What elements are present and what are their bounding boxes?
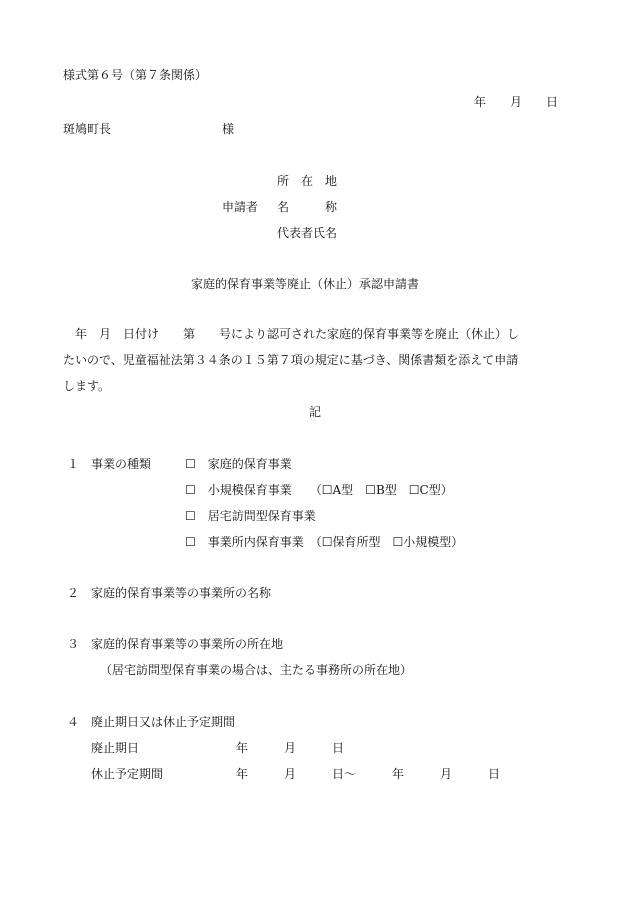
suspend-period-label: 休止予定期間 bbox=[91, 767, 164, 781]
ki-heading: 記 bbox=[309, 405, 322, 419]
section-1-label: 事業の種類 bbox=[91, 457, 152, 471]
applicant-role-label: 申請者 bbox=[222, 200, 259, 214]
representative-label: 代表者氏名 bbox=[277, 226, 338, 240]
section-4-label: 廃止期日又は休止予定期間 bbox=[91, 715, 236, 729]
document-title: 家庭的保育事業等廃止（休止）承認申請書 bbox=[191, 277, 420, 291]
date-line: 年 月 日 bbox=[474, 95, 559, 109]
body-line-1: 年 月 日付け 第 号により認可された家庭的保育事業等を廃止（休止）し bbox=[75, 327, 520, 341]
honorific: 様 bbox=[222, 122, 235, 136]
section-2-label: 家庭的保育事業等の事業所の名称 bbox=[91, 586, 272, 600]
body-line-3: します。 bbox=[63, 379, 111, 393]
abolish-date-label: 廃止期日 bbox=[91, 741, 140, 755]
business-type-option[interactable]: ☐ 居宅訪問型保育事業 bbox=[185, 509, 316, 523]
business-type-option[interactable]: ☐ 事業所内保育事業 （☐保育所型 ☐小規模型） bbox=[185, 535, 464, 549]
section-3-number: ３ bbox=[67, 637, 80, 651]
business-type-option[interactable]: ☐ 家庭的保育事業 bbox=[185, 457, 292, 471]
section-3-label: 家庭的保育事業等の事業所の所在地 bbox=[91, 637, 284, 651]
business-type-option[interactable]: ☐ 小規模保育事業 （☐A型 ☐B型 ☐C型） bbox=[185, 483, 453, 497]
section-1-number: １ bbox=[67, 457, 80, 471]
name-label: 名 称 bbox=[277, 200, 338, 214]
address-label: 所 在 地 bbox=[277, 174, 338, 188]
addressee: 斑鳩町長 bbox=[63, 122, 112, 136]
section-3-note: （居宅訪問型保育事業の場合は、主たる事務所の所在地） bbox=[100, 663, 413, 677]
suspend-period-fields[interactable]: 年 月 日～ 年 月 日 bbox=[236, 767, 501, 781]
section-2-number: ２ bbox=[67, 586, 80, 600]
section-4-number: ４ bbox=[67, 715, 80, 729]
body-line-2: たいので、児童福祉法第３４条の１５第７項の規定に基づき、関係書類を添えて申請 bbox=[63, 353, 519, 367]
abolish-date-fields[interactable]: 年 月 日 bbox=[236, 741, 345, 755]
form-number: 様式第６号（第７条関係） bbox=[63, 68, 208, 82]
